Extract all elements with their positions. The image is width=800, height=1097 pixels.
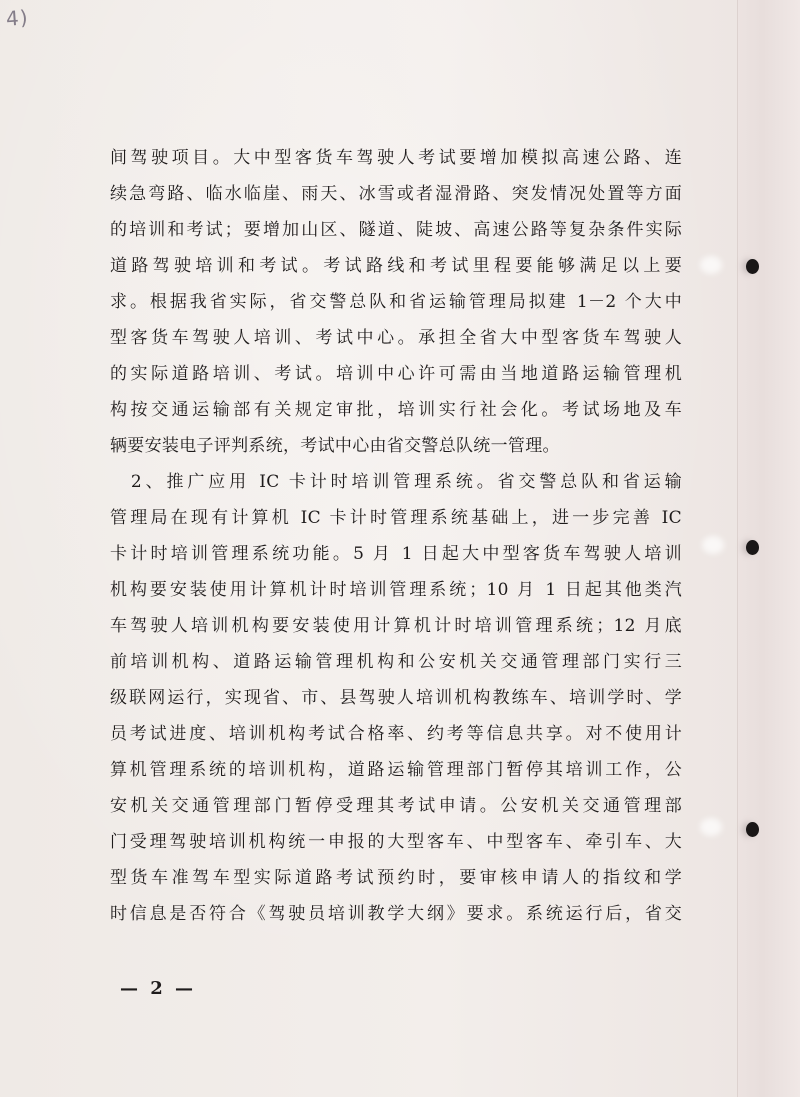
text-line: 的培训和考试；要增加山区、隧道、陡坡、高速公路等复杂条件实际 [110, 220, 682, 240]
text-line: 求。根据我省实际，省交警总队和省运输管理局拟建 1－2 个大中 [110, 292, 682, 312]
text-line: 机构要安装使用计算机计时培训管理系统；10 月 1 日起其他类汽 [110, 580, 682, 600]
text-line: 的实际道路培训、考试。培训中心许可需由当地道路运输管理机 [110, 364, 682, 384]
binding-hole [746, 822, 759, 837]
text-line: 车驾驶人培训机构要安装使用计算机计时培训管理系统；12 月底 [110, 616, 682, 636]
text-line: 2、推广应用 IC 卡计时培训管理系统。省交警总队和省运输 [110, 472, 682, 492]
hole-smudge [700, 256, 722, 274]
page-number: — 2 — [120, 978, 197, 999]
text-line: 卡计时培训管理系统功能。5 月 1 日起大中型客货车驾驶人培训 [110, 544, 682, 564]
text-line: 辆要安装电子评判系统，考试中心由省交警总队统一管理。 [110, 436, 560, 456]
text-line: 道路驾驶培训和考试。考试路线和考试里程要能够满足以上要 [110, 256, 682, 276]
binding-hole [746, 259, 759, 274]
binding-hole [746, 540, 759, 555]
text-line: 算机管理系统的培训机构，道路运输管理部门暂停其培训工作，公 [110, 760, 682, 780]
text-line: 型客货车驾驶人培训、考试中心。承担全省大中型客货车驾驶人 [110, 328, 682, 348]
text-line: 安机关交通管理部门暂停受理其考试申请。公安机关交通管理部 [110, 796, 682, 816]
text-line: 级联网运行，实现省、市、县驾驶人培训机构教练车、培训学时、学 [110, 688, 682, 708]
handwritten-page-mark: 4) [5, 5, 30, 31]
body-text [110, 140, 682, 932]
text-line: 时信息是否符合《驾驶员培训教学大纲》要求。系统运行后，省交 [110, 904, 682, 924]
hole-smudge [702, 536, 724, 554]
text-line: 门受理驾驶培训机构统一申报的大型客车、中型客车、牵引车、大 [110, 832, 682, 852]
text-line: 型货车准驾车型实际道路考试预约时，要审核申请人的指纹和学 [110, 868, 682, 888]
text-line: 前培训机构、道路运输管理机构和公安机关交通管理部门实行三 [110, 652, 682, 672]
text-line: 管理局在现有计算机 IC 卡计时管理系统基础上，进一步完善 IC [110, 508, 682, 528]
text-line: 构按交通运输部有关规定审批，培训实行社会化。考试场地及车 [110, 400, 682, 420]
text-line: 员考试进度、培训机构考试合格率、约考等信息共享。对不使用计 [110, 724, 682, 744]
text-line: 间驾驶项目。大中型客货车驾驶人考试要增加模拟高速公路、连 [110, 148, 682, 168]
hole-smudge [700, 818, 722, 836]
text-line: 续急弯路、临水临崖、雨天、冰雪或者湿滑路、突发情况处置等方面 [110, 184, 682, 204]
